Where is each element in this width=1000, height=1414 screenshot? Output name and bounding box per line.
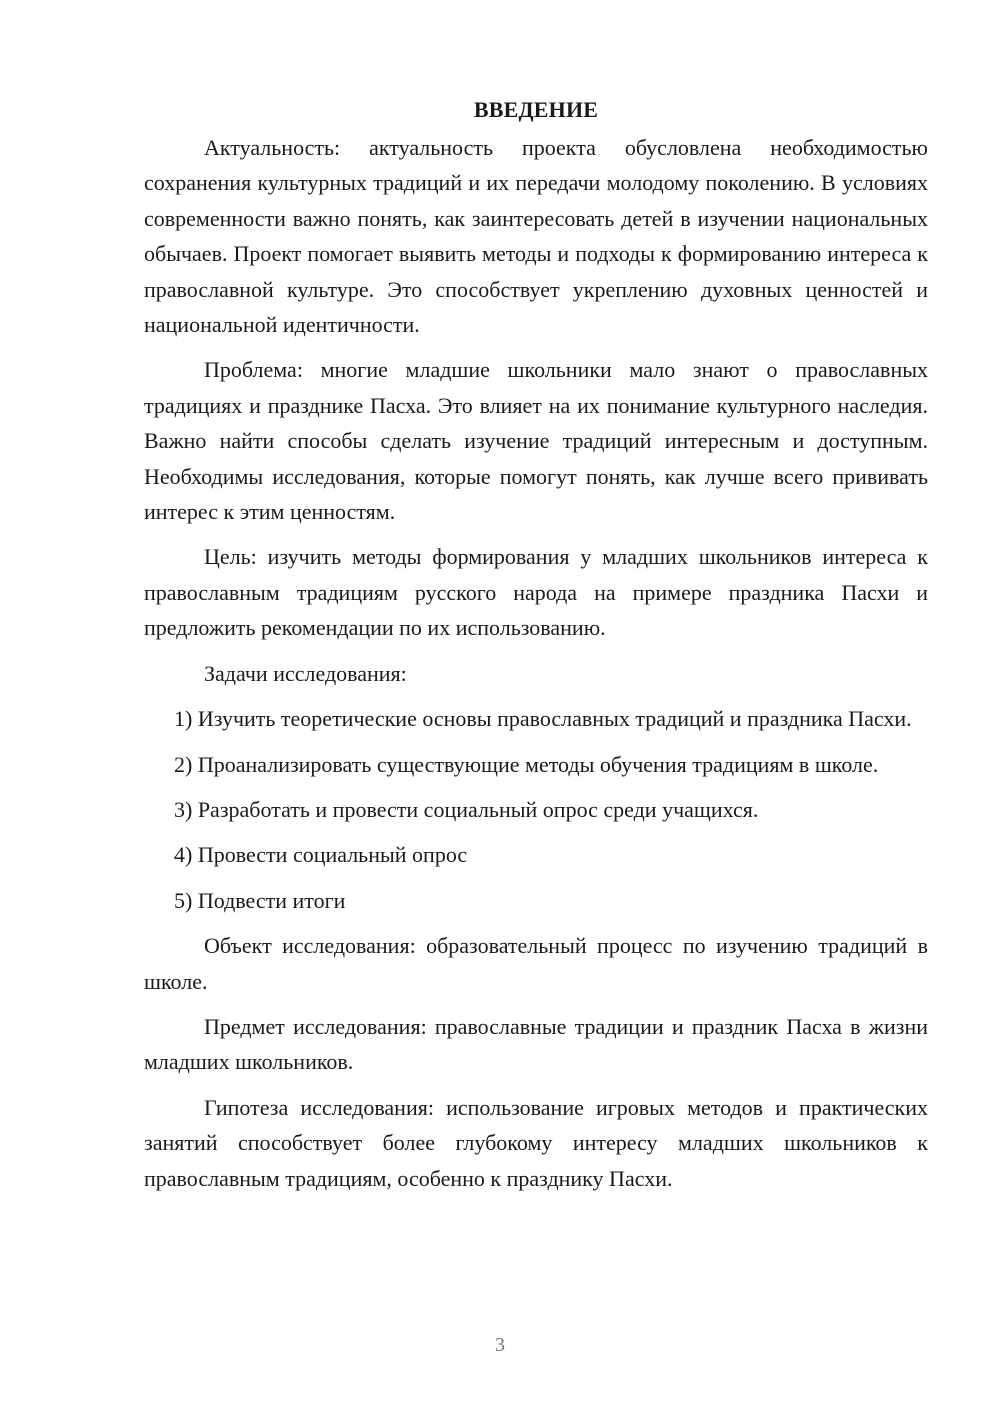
page-number: 3	[495, 1334, 505, 1356]
section-heading: ВВЕДЕНИЕ	[473, 97, 599, 122]
hypothesis-paragraph: Гипотеза исследования: использование игровых методов и практических занятий способствует более глубокому интересу младших школьников к православным традициям, особенно к празднику Пасхи.	[144, 1094, 928, 1191]
goal-paragraph: Цель: изучить методы формирования у младших школьников интереса к православным традициям русского народа на примере праздника Пасхи и предложить рекомендации по их использованию.	[144, 544, 928, 641]
problem-paragraph: Проблема: многие младшие школьники мало знают о православных традициях и празднике Пасха. Это влияет на их понимание культурного наследия. Важно найти способы сделать изучение традиций интересным и доступным. Необходимы исследования, которые помогут понять, как лучше всего прививать интерес к этим ценностям.	[144, 357, 928, 525]
relevance-paragraph: Актуальность: актуальность проекта обусловлена необходимостью сохранения культурных традиций и их передачи молодому поколению. В условиях современности важно понять, как заинтересовать детей в изучении национальных обычаев. Проект помогает выявить методы и подходы к формированию интереса к православной культуре. Это способствует укреплению духовных ценностей и национальной идентичности.	[144, 135, 928, 338]
tasks-list	[144, 701, 928, 918]
object-paragraph: Объект исследования: образовательный процесс по изучению традиций в школе.	[144, 933, 928, 994]
tasks-title: Задачи исследования:	[204, 660, 407, 686]
list-item: 4) Провести социальный опрос	[174, 842, 468, 868]
list-item: 2) Проанализировать существующие методы обучения традициям в школе.	[174, 751, 879, 777]
list-item: 1) Изучить теоретические основы православных традиций и праздника Пасхи.	[174, 706, 912, 732]
list-item: 3) Разработать и провести социальный опрос среди учащихся.	[174, 796, 759, 822]
subject-paragraph: Предмет исследования: православные традиции и праздник Пасха в жизни младших школьников.	[144, 1013, 928, 1075]
list-item: 5) Подвести итоги	[174, 887, 346, 913]
document-page	[144, 92, 928, 1206]
